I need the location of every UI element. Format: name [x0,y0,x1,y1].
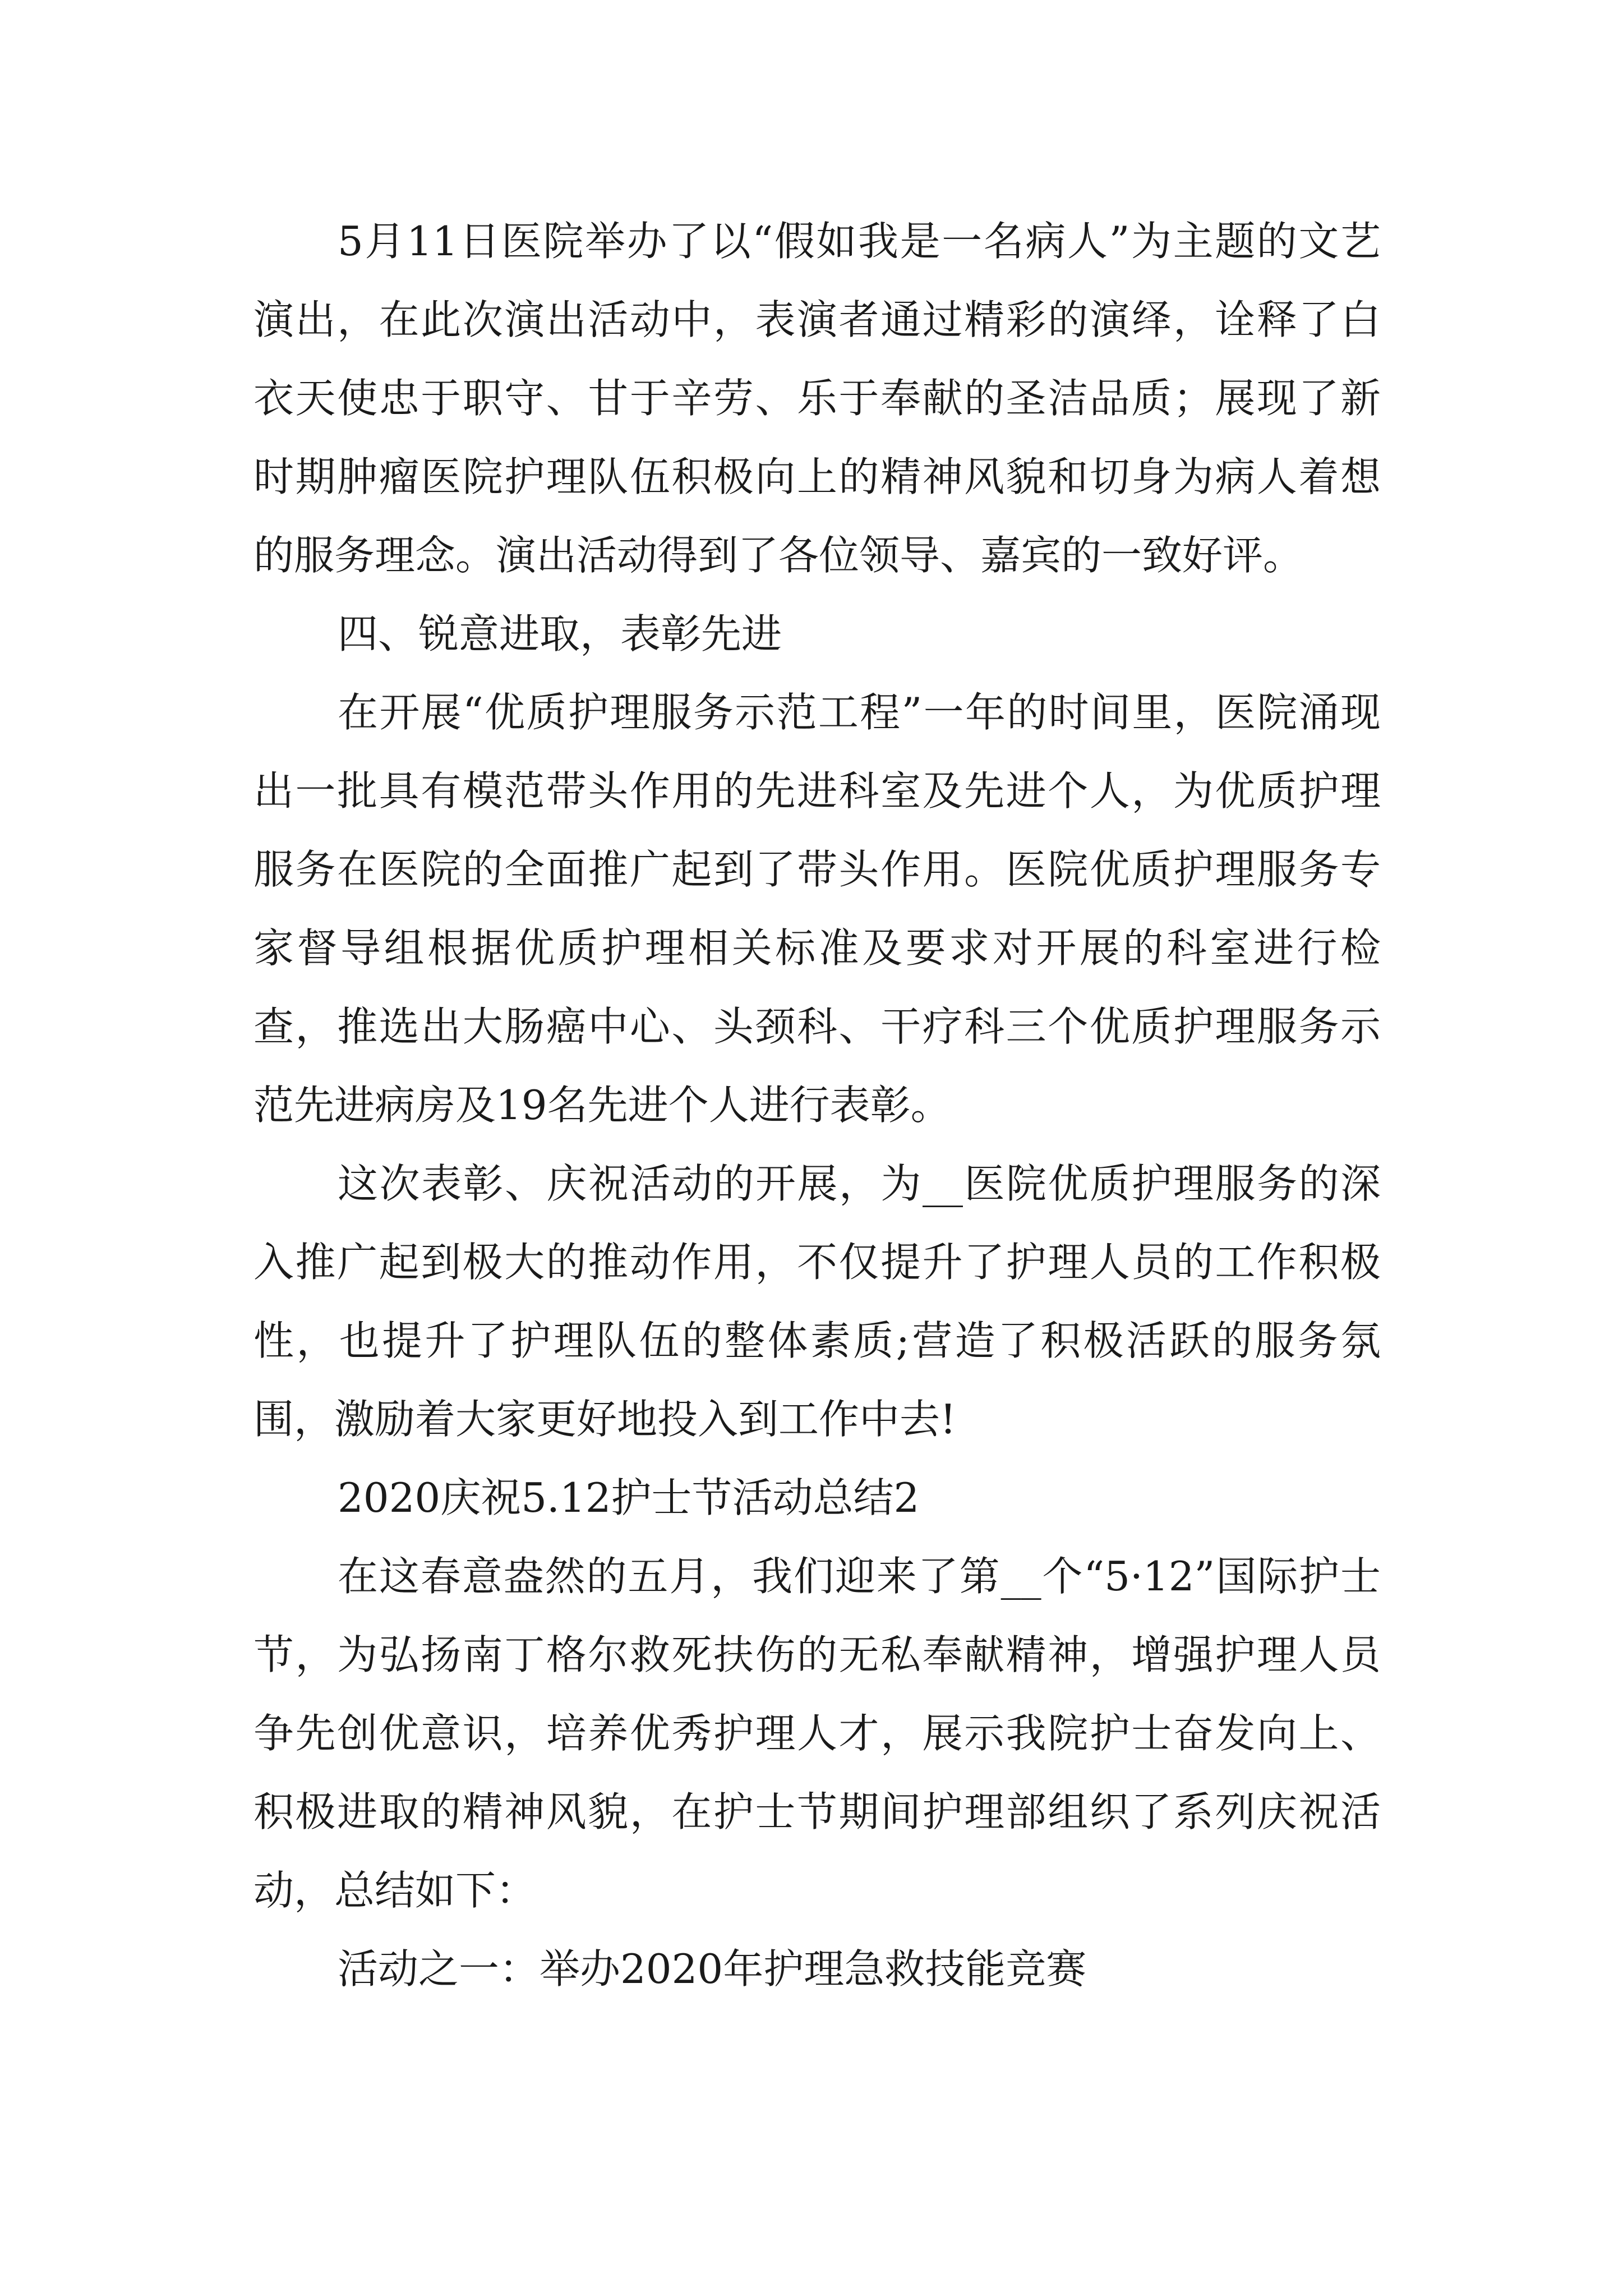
document-subtitle: 2020庆祝5.12护士节活动总结2 [338,1474,920,1521]
paragraph-nurses-day-intro: 在这春意盎然的五月，我们迎来了第__个“5·12”国际护士节，为弘扬南丁格尔救死扶伤的无私奉献精神，增强护理人员争先创优意识，培养优秀护理人才，展示我院护士奋发向上、积极进取的精神风貌，在护士节期间护理部组织了系列庆祝活动，总结如下： [253,1553,1381,1914]
section-heading-commendation: 四、锐意进取，表彰先进 [338,610,782,657]
paragraph-celebration-impact: 这次表彰、庆祝活动的开展，为__医院优质护理服务的深入推广起到极大的推动作用，不仅提升了护理人员的工作积极性，也提升了护理队伍的整体素质;营造了积极活跃的服务氛围，激励着大家更好地投入到工作中去! [253,1160,1381,1443]
document-body [253,202,1381,2008]
paragraph-performance: 5月11日医院举办了以“假如我是一名病人”为主题的文艺演出，在此次演出活动中，表演者通过精彩的演绎，诠释了白衣天使忠于职守、甘于辛劳、乐于奉献的圣洁品质；展现了新时期肿瘤医院护理队伍积极向上的精神风貌和切身为病人着想的服务理念。演出活动得到了各位领导、嘉宾的一致好评。 [253,218,1381,579]
activity-heading: 活动之一：举办2020年护理急救技能竞赛 [338,1945,1087,1993]
paragraph-advanced-units: 在开展“优质护理服务示范工程”一年的时间里，医院涌现出一批具有模范带头作用的先进科室及先进个人，为优质护理服务在医院的全面推广起到了带头作用。医院优质护理服务专家督导组根据优质护理相关标准及要求对开展的科室进行检查，推选出大肠癌中心、头颈科、干疗科三个优质护理服务示范先进病房及19名先进个人进行表彰。 [253,689,1381,1129]
